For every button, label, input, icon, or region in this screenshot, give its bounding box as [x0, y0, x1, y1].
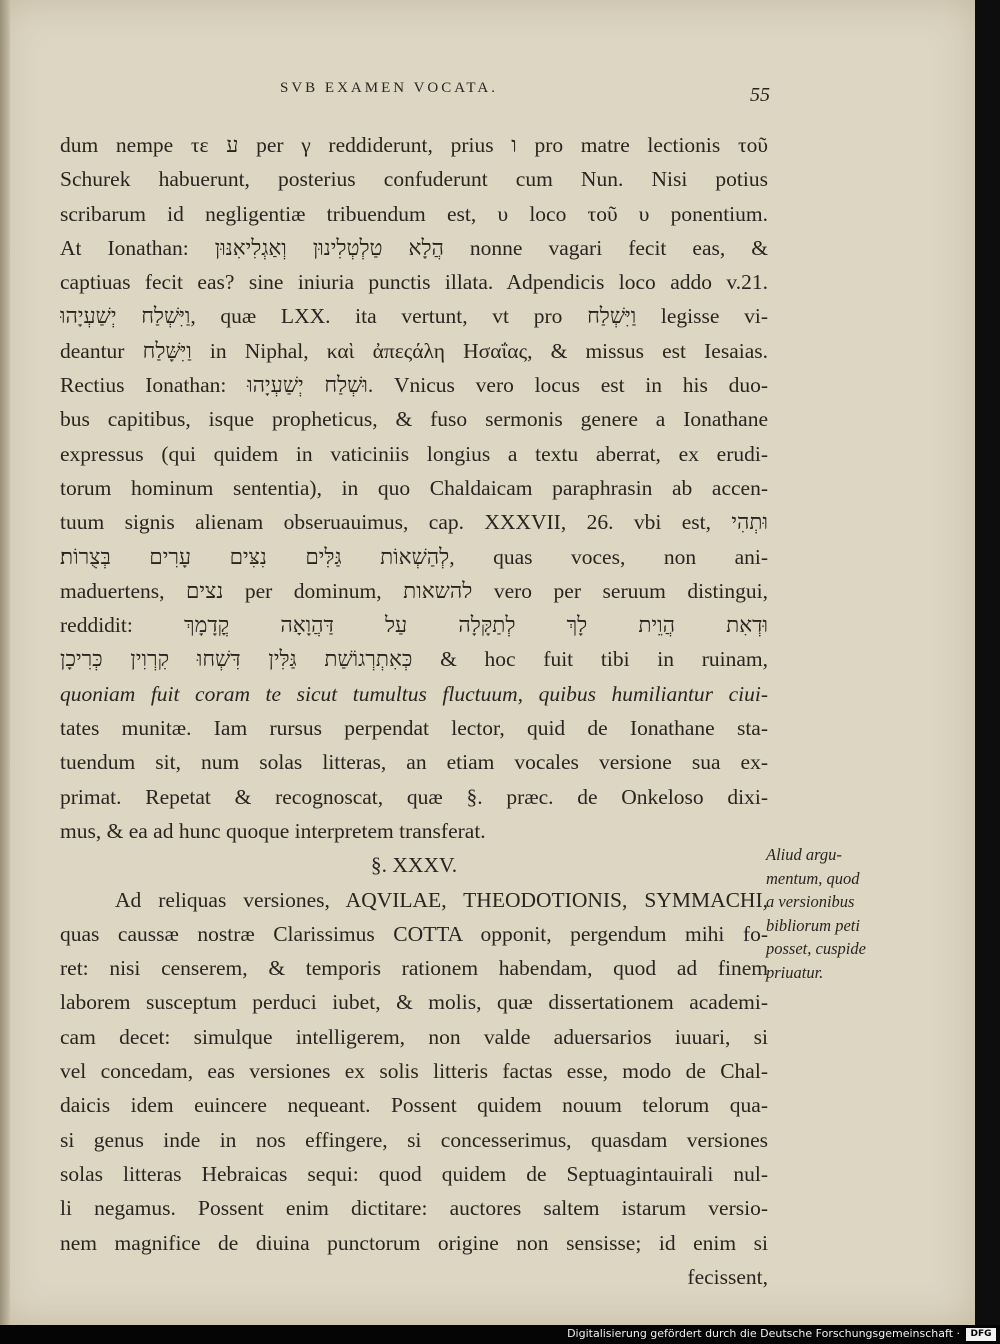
text-line: expressus (qui quidem in vaticiniis longius a textu aberrat, ex erudi-: [60, 441, 768, 466]
text-line: primat. Repetat & recognoscat, quæ §. præc. de Onkeloso dixi-: [60, 784, 768, 809]
text-line: laborem susceptum perduci iubet, & molis, quæ dissertationem academi-: [60, 990, 768, 1015]
page-number: 55: [750, 84, 770, 106]
text-line: si genus inde in nos effingere, si concesserimus, quasdam versiones: [60, 1127, 768, 1152]
dfg-logo: DFG: [966, 1328, 996, 1341]
section-heading: §. XXXV.: [370, 853, 458, 878]
text-line: At Ionathan: הֲלָא טַלְטְלִינוּן וְאַגְלִיאִנּוּן nonne vagari fecit eas, &: [60, 235, 768, 260]
text-line: quas caussæ nostræ Clarissimus COTTA opponit, pergendum mihi fo-: [60, 921, 768, 946]
text-line: Ad reliquas versiones, AQVILAE, THEODOTIONIS, SYMMACHI,: [115, 887, 768, 912]
text-line: quoniam fuit coram te sicut tumultus fluctuum, quibus humiliantur ciui-: [60, 681, 768, 706]
text-line: כְּאִתְרְגוֹשַׁת גַּלִּין דִּשְׁחוּ קִרְוִין כְּרִיכָן & hoc fuit tibi in ruinam,: [60, 647, 768, 672]
text-line: וַיִּשְׁלַח יְשַׁעְיָהוּ, quæ LXX. ita vertunt, vt pro וַיִּשְׁלַח legisse vi-: [60, 304, 768, 329]
footer-bar: [0, 1325, 1000, 1344]
text-line: ret: nisi censerem, & temporis rationem habendam, quod ad finem: [60, 956, 768, 981]
scan-border: [975, 0, 1000, 1325]
text-line: לְהַשְׁאוֹת גַּלִּים נִצִּים עָרִים בְּצֻרוֹת׃, quas voces, non ani-: [60, 544, 768, 569]
running-head: SVB EXAMEN VOCATA.: [280, 80, 498, 96]
page-spine-edge: [0, 0, 10, 1325]
text-line: solas litteras Hebraicas sequi: quod quidem de Septuagintauirali nul-: [60, 1161, 768, 1186]
text-line: tuum signis alienam obseruauimus, cap. XXXVII, 26. vbi est, וּתְהִי: [60, 510, 768, 535]
text-line: bus capitibus, isque propheticus, & fuso sermonis genere a Ionathane: [60, 407, 768, 432]
margin-note-line: posset, cuspide: [766, 939, 866, 959]
text-line: torum hominum sententia), in quo Chaldaicam paraphrasin ab accen-: [60, 475, 768, 500]
margin-note-line: mentum, quod: [766, 868, 860, 888]
text-line: deantur וַיִּשָּׁלַח in Niphal, καὶ ἀπεςάλη Ησαΐας, & missus est Iesaias.: [60, 338, 768, 363]
margin-note-line: Aliud argu-: [766, 845, 842, 864]
catchword: fecissent,: [687, 1264, 768, 1289]
text-line: tuendum sit, num solas litteras, an etiam vocales versione sua ex-: [60, 750, 768, 775]
text-line: captiuas fecit eas? sine iniuria punctis illata. Adpendicis loco addo v.21.: [60, 270, 768, 295]
text-line: mus, & ea ad hunc quoque interpretem transferat.: [60, 818, 486, 843]
text-line: dum nempe τε ע per γ reddiderunt, prius ו pro matre lectionis τοῦ: [60, 133, 768, 157]
text-line: li negamus. Possent enim dictitare: auctores saltem istarum versio-: [60, 1196, 768, 1221]
text-line: scribarum id negligentiæ tribuendum est, υ loco τοῦ υ ponentium.: [60, 201, 768, 226]
margin-note-line: bibliorum peti: [766, 915, 860, 935]
text-line: Schurek habuerunt, posterius confuderunt cum Nun. Nisi potius: [60, 167, 768, 192]
text-line: vel concedam, eas versiones ex solis litteris factas esse, modo de Chal-: [60, 1059, 768, 1084]
text-line: maduertens, נצים per dominum, להשאות vero per seruum distingui,: [60, 578, 768, 603]
margin-note-line: a versionibus: [766, 892, 855, 912]
margin-note-line: priuatur.: [766, 962, 824, 982]
text-line: tates munitæ. Iam rursus perpendat lector, quid de Ionathane sta-: [60, 716, 768, 741]
body-text: [60, 128, 768, 1294]
text-line: nem magnifice de diuina punctorum origine non sensisse; id enim si: [60, 1230, 768, 1255]
text-line: daicis idem euincere nequeant. Possent quidem nouum telorum qua-: [60, 1093, 768, 1118]
text-line: Rectius Ionathan: וּשְׁלַח יְשַׁעְיָהוּ. Vnicus vero locus est in his duo-: [60, 373, 768, 398]
footer-credit: Digitalisierung gefördert durch die Deutsche Forschungsgemeinschaft ·: [567, 1327, 960, 1340]
text-line: reddidit: וּדְאִת הֲוֵית לָךְ לְתַקָּלָה עַל דַּהֲוָאָה קֳדָמָךְ: [60, 613, 768, 638]
margin-note: [766, 843, 916, 985]
text-line: cam decet: simulque intelligerem, non valde aduersarios iuuari, si: [60, 1024, 768, 1049]
